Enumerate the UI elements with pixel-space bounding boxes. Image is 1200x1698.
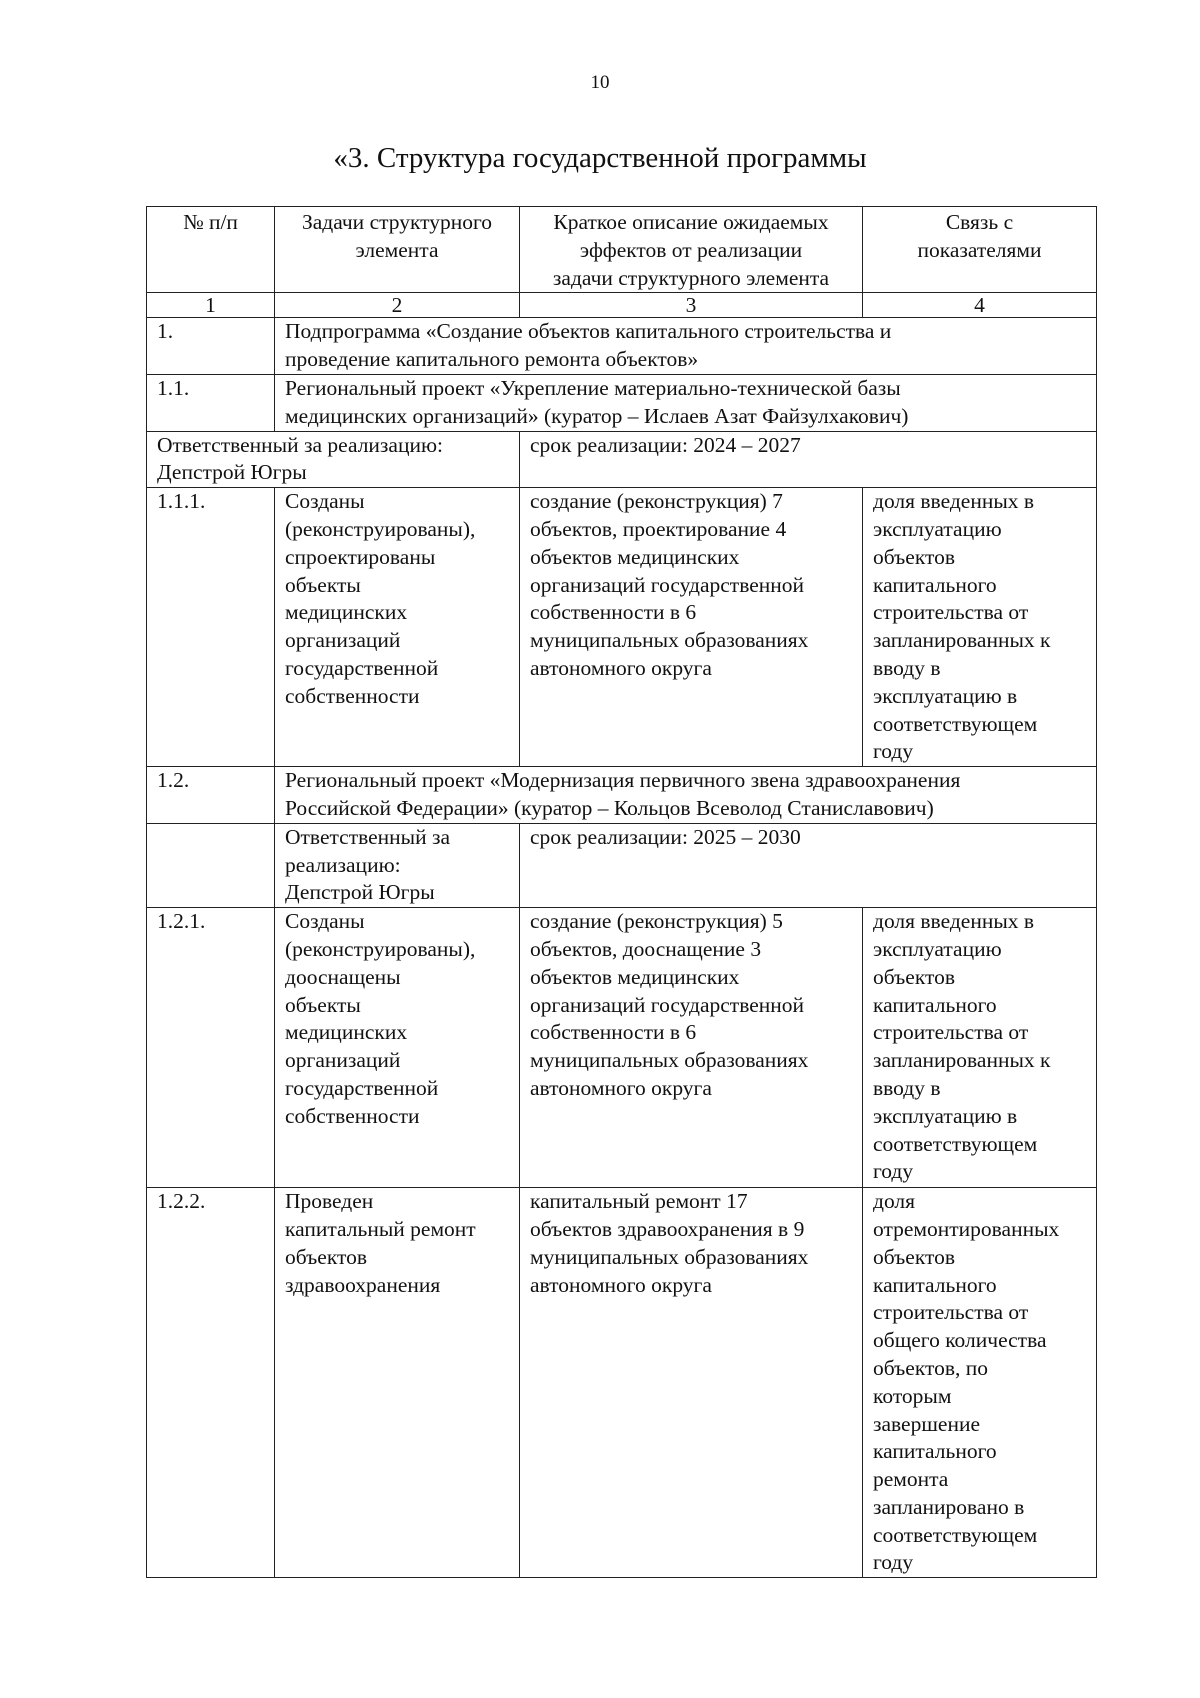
header-cell-effects: Краткое описание ожидаемых эффектов от реализации задачи структурного элемента: [520, 207, 863, 293]
effect-cell: создание (реконструкция) 5 объектов, дооснащение 3 объектов медицинских организаций государственной собственности в 6 муниципальных образованиях автономного округа: [520, 908, 863, 1188]
table-header-row: [147, 207, 1097, 293]
empty-cell: [147, 823, 275, 907]
row-number-cell: 1.1.: [147, 374, 275, 431]
header-cell-indicators: Связь с показателями: [863, 207, 1097, 293]
header-cell-number: № п/п: [147, 207, 275, 293]
row-number-cell: 1.: [147, 318, 275, 375]
project-row: [147, 767, 1097, 824]
responsible-cell: Ответственный за реализацию: Депстрой Югры: [147, 431, 520, 488]
responsible-row: [147, 431, 1097, 488]
task-cell: Проведен капитальный ремонт объектов здравоохранения: [275, 1188, 520, 1578]
project-row: [147, 374, 1097, 431]
row-number-cell: 1.1.1.: [147, 488, 275, 767]
column-number-cell: 3: [520, 293, 863, 318]
subprogram-row: [147, 318, 1097, 375]
indicator-cell: доля введенных в эксплуатацию объектов капитального строительства от запланированных к вводу в эксплуатацию в соответствующем году: [863, 908, 1097, 1188]
project-title-cell: Региональный проект «Укрепление материально-технической базы медицинских организаций» (куратор – Ислаев Азат Файзулхакович): [275, 374, 1097, 431]
header-cell-tasks: Задачи структурного элемента: [275, 207, 520, 293]
page-number: 10: [590, 72, 610, 93]
task-row: [147, 1188, 1097, 1578]
indicator-cell: доля отремонтированных объектов капитального строительства от общего количества объектов, по которым завершение капитального ремонта запланировано в соответствующем году: [863, 1188, 1097, 1578]
project-title-cell: Региональный проект «Модернизация первичного звена здравоохранения Российской Федерации» (куратор – Кольцов Всеволод Станиславович): [275, 767, 1097, 824]
column-number-cell: 2: [275, 293, 520, 318]
term-cell: срок реализации: 2025 – 2030: [520, 823, 1097, 907]
task-cell: Созданы (реконструированы), дооснащены объекты медицинских организаций государственной собственности: [275, 908, 520, 1188]
responsible-row: [147, 823, 1097, 907]
program-structure-table: [146, 206, 1097, 1578]
task-cell: Созданы (реконструированы), спроектированы объекты медицинских организаций государственной собственности: [275, 488, 520, 767]
term-cell: срок реализации: 2024 – 2027: [520, 431, 1097, 488]
effect-cell: капитальный ремонт 17 объектов здравоохранения в 9 муниципальных образованиях автономного округа: [520, 1188, 863, 1578]
indicator-cell: доля введенных в эксплуатацию объектов капитального строительства от запланированных к вводу в эксплуатацию в соответствующем году: [863, 488, 1097, 767]
column-number-cell: 4: [863, 293, 1097, 318]
responsible-cell: Ответственный за реализацию: Депстрой Югры: [275, 823, 520, 907]
task-row: [147, 488, 1097, 767]
row-number-cell: 1.2.2.: [147, 1188, 275, 1578]
section-title: «3. Структура государственной программы: [333, 142, 867, 174]
column-number-cell: 1: [147, 293, 275, 318]
column-number-row: [147, 293, 1097, 318]
subprogram-title-cell: Подпрограмма «Создание объектов капитального строительства и проведение капитального ремонта объектов»: [275, 318, 1097, 375]
task-row: [147, 908, 1097, 1188]
row-number-cell: 1.2.: [147, 767, 275, 824]
row-number-cell: 1.2.1.: [147, 908, 275, 1188]
effect-cell: создание (реконструкция) 7 объектов, проектирование 4 объектов медицинских организаций государственной собственности в 6 муниципальных образованиях автономного округа: [520, 488, 863, 767]
